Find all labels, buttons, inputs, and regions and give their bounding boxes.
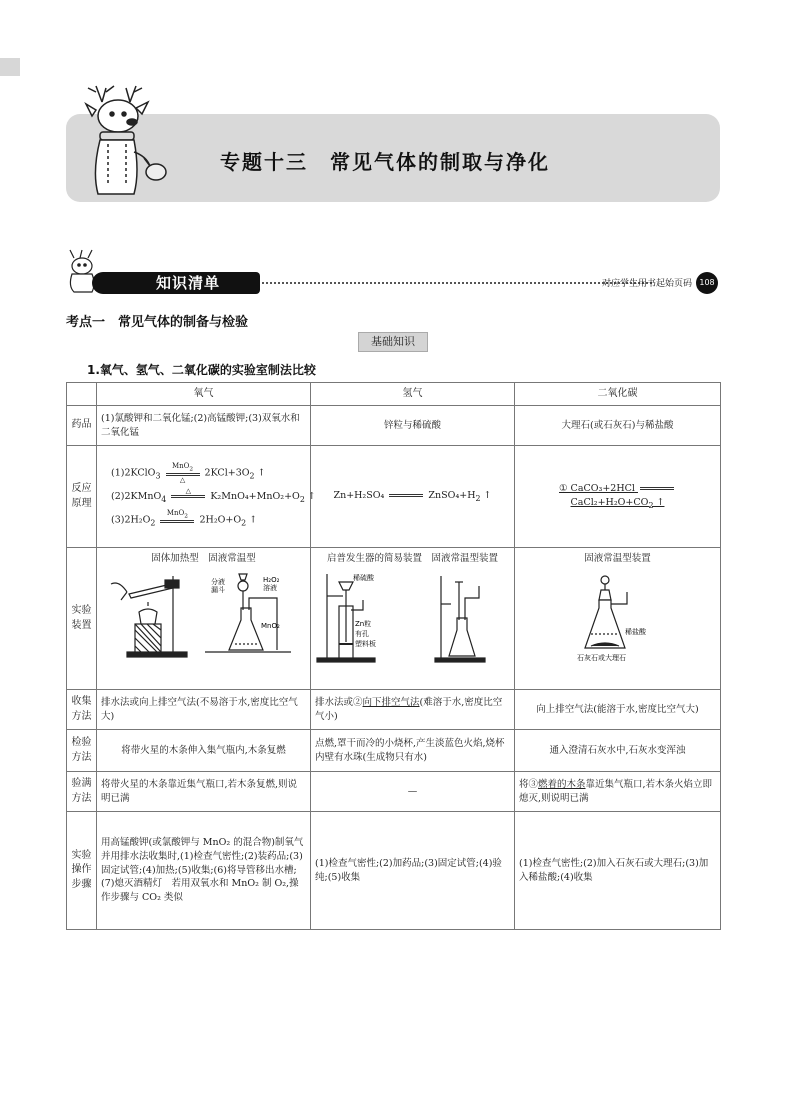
cell-co2-drug: 大理石(或石灰石)与稀盐酸	[515, 406, 721, 446]
row-head-drug: 药品	[67, 406, 97, 446]
h2-apparatus-drawing	[315, 570, 509, 668]
cell-h2-test: 点燃,罩干而冷的小烧杯,产生淡蓝色火焰,烧杯内壁有水珠(生成物只有水)	[311, 730, 515, 772]
header-h2: 氢气	[311, 383, 515, 406]
cell-co2-test: 通入澄清石灰水中,石灰水变浑浊	[515, 730, 721, 772]
cell-h2-apparatus	[311, 548, 515, 690]
cell-h2-principle: Zn+H₂SO₄ $ZnSO_4+H_2$ ↑	[311, 446, 515, 548]
row-head-full: 验满方法	[67, 772, 97, 812]
header-o2: 氧气	[97, 383, 311, 406]
page-corner-mark	[0, 58, 20, 76]
table-row	[67, 772, 721, 812]
svg-text:稀盐酸: 稀盐酸	[625, 627, 646, 636]
svg-text:石灰石或大理石: 石灰石或大理石	[577, 653, 626, 662]
row-head-test: 检验方法	[67, 730, 97, 772]
cell-o2-collect: 排水法或向上排空气法(不易溶于水,密度比空气大)	[97, 690, 311, 730]
basic-knowledge-label: 基础知识	[358, 332, 428, 352]
table-row	[67, 406, 721, 446]
co2-apparatus-drawing	[519, 570, 715, 662]
svg-text:分液: 分液	[211, 577, 225, 586]
cell-co2-steps: (1)检查气密性;(2)加入石灰石或大理石;(3)加入稀盐酸;(4)收集	[515, 812, 721, 930]
svg-text:漏斗: 漏斗	[211, 585, 225, 594]
table-row	[67, 690, 721, 730]
row-head-apparatus: 实验装置	[67, 548, 97, 690]
svg-text:稀硫酸: 稀硫酸	[353, 573, 374, 582]
o2-apparatus-caption: 固体加热型 固液常温型	[151, 553, 256, 564]
o2-apparatus-drawing	[101, 570, 301, 662]
cell-o2-steps: 用高锰酸钾(或氯酸钾与 MnO₂ 的混合物)制氧气并用排水法收集时,(1)检查气密性;(2)装药品;(3)固定试管;(4)加热;(5)收集;(6)将导管移出水槽;(7)熄灭酒精灯 若用双氧水和 MnO₂ 制 O₂,操作步骤与 CO₂ 类似	[97, 812, 311, 930]
header-co2: 二氧化碳	[515, 383, 721, 406]
page-title: 专题十三 常见气体的制取与净化	[220, 150, 550, 174]
svg-text:有孔: 有孔	[355, 629, 369, 638]
co2-apparatus-caption: 固液常温型装置	[584, 553, 651, 564]
svg-text:Zn粒: Zn粒	[355, 619, 372, 628]
cell-co2-apparatus	[515, 548, 721, 690]
section-header	[62, 248, 722, 294]
svg-text:塑料板: 塑料板	[355, 639, 376, 648]
cell-o2-apparatus	[97, 548, 311, 690]
cell-co2-principle: ① CaCO₃+2HCl $CaCl_2+H_2O+CO_2$ ↑	[515, 446, 721, 548]
equation-2: (2)2KMnO$_4$ △ $K_2MnO_4+MnO_2+O_2$ ↑	[111, 487, 316, 504]
table-row	[67, 446, 721, 548]
cell-h2-collect: 排水法或②向下排空气法(难溶于水,密度比空气小)	[311, 690, 515, 730]
dotted-leader	[262, 282, 652, 284]
cell-o2-principle	[97, 446, 316, 548]
cell-co2-collect: 向上排空气法(能溶于水,密度比空气大)	[515, 690, 721, 730]
row-head-principle: 反应原理	[67, 446, 97, 548]
cell-o2-drug: (1)氯酸钾和二氧化锰;(2)高锰酸钾;(3)双氧水和二氧化锰	[97, 406, 311, 446]
svg-text:H₂O₂: H₂O₂	[263, 575, 280, 584]
equation-3: $(3)2H_2O_2$ MnO$_2$ $2H_2O+O_2$ ↑	[111, 509, 258, 528]
row-head-collect: 收集方法	[67, 690, 97, 730]
table-row	[67, 812, 721, 930]
cell-h2-steps: (1)检查气密性;(2)加药品;(3)固定试管;(4)验纯;(5)收集	[311, 812, 515, 930]
cell-h2-drug: 锌粒与稀硫酸	[311, 406, 515, 446]
cell-h2-full: —	[311, 772, 515, 812]
topic-heading: 考点一 常见气体的制备与检验	[66, 315, 249, 330]
row-head-steps: 实验操作步骤	[67, 812, 97, 930]
svg-text:溶液: 溶液	[263, 583, 277, 592]
deer-mascot-icon	[72, 82, 172, 206]
table-row	[67, 730, 721, 772]
svg-text:MnO₂: MnO₂	[261, 621, 280, 630]
table-row	[67, 548, 721, 690]
page-ref-text: 对应学生用书起始页码	[602, 279, 693, 289]
section-label: 知识清单	[156, 274, 221, 292]
comparison-table	[66, 382, 721, 930]
cell-o2-test: 将带火星的木条伸入集气瓶内,木条复燃	[97, 730, 311, 772]
table-header-row	[67, 383, 721, 406]
equation-1: (1)2KClO$_3$ MnO$_2$ △ $2KCl+3O_2$ ↑	[111, 461, 266, 484]
subsection-title: 1.氧气、氢气、二氧化碳的实验室制法比较	[87, 363, 316, 377]
header-empty	[67, 383, 97, 406]
cell-o2-full: 将带火星的木条靠近集气瓶口,若木条复燃,则说明已满	[97, 772, 311, 812]
cell-co2-full: 将③燃着的木条靠近集气瓶口,若木条火焰立即熄灭,则说明已满	[515, 772, 721, 812]
page-number-badge: 108	[696, 272, 718, 294]
h2-apparatus-caption: 启普发生器的简易装置 固液常温型装置	[326, 553, 498, 564]
